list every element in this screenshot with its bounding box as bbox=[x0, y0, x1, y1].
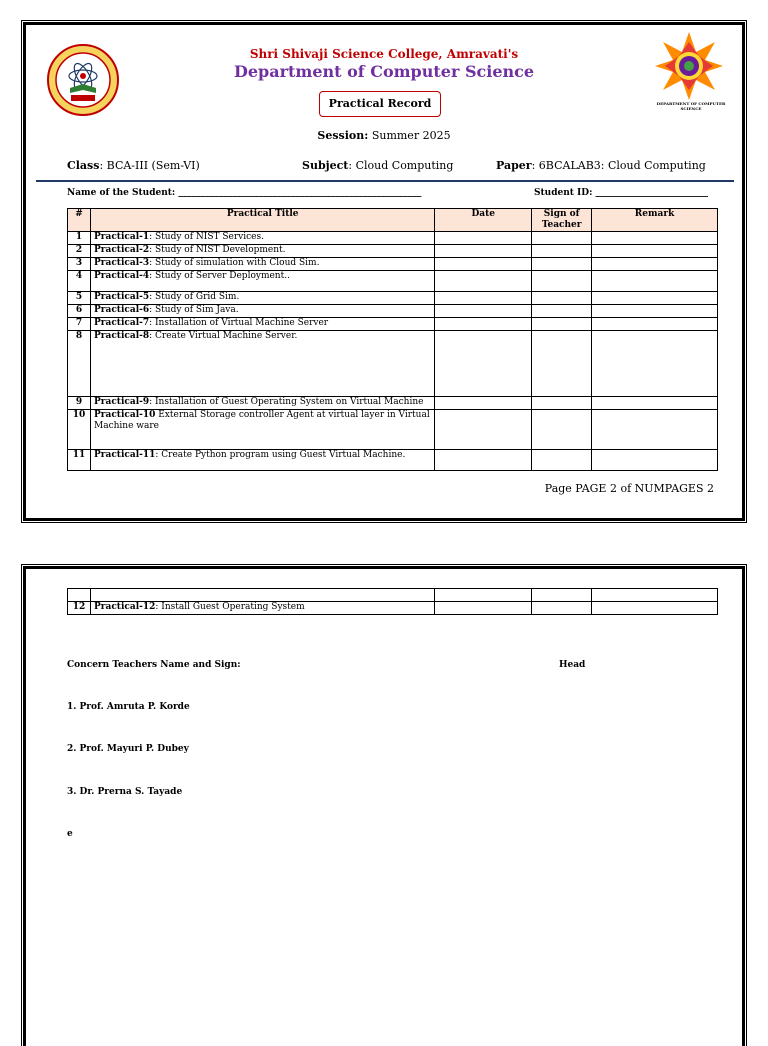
table-row: 4 Practical-4: Study of Server Deployment.. bbox=[68, 271, 718, 292]
table-row: 1 Practical-1: Study of NIST Services. bbox=[68, 232, 718, 245]
teacher-2: 2. Prof. Mayuri P. Dubey bbox=[67, 744, 189, 754]
trailing-text: e bbox=[67, 829, 73, 839]
document-page-1 bbox=[23, 22, 745, 521]
table-row: 2 Practical-2: Study of NIST Development. bbox=[68, 245, 718, 258]
college-name: Shri Shivaji Science College, Amravati's bbox=[249, 47, 519, 61]
paper-value: : 6BCALAB3: Cloud Computing bbox=[531, 159, 706, 172]
class-info bbox=[67, 159, 200, 172]
table-row: 7 Practical-7: Installation of Virtual Machine Server bbox=[68, 318, 718, 331]
col-header-sign: Sign of Teacher bbox=[532, 209, 592, 232]
class-value: : BCA-III (Sem-VI) bbox=[99, 159, 200, 172]
class-label: Class bbox=[67, 159, 100, 172]
document-page-2 bbox=[23, 566, 745, 1046]
teacher-1: 1. Prof. Amruta P. Korde bbox=[67, 702, 190, 712]
table-row: 3 Practical-3: Study of simulation with Cloud Sim. bbox=[68, 258, 718, 271]
practical-table-continued bbox=[67, 588, 718, 615]
student-id-field: Student ID: _________________________ bbox=[534, 188, 709, 198]
page-number: Page PAGE 2 of NUMPAGES 2 bbox=[544, 482, 714, 495]
subject-label: Subject bbox=[302, 159, 349, 172]
col-header-date: Date bbox=[435, 209, 532, 232]
teacher-3: 3. Dr. Prerna S. Tayade bbox=[67, 787, 183, 797]
paper-info bbox=[496, 159, 706, 172]
head-label: Head bbox=[559, 660, 586, 670]
department-logo-caption: DEPARTMENT OF COMPUTER SCIENCE bbox=[656, 101, 726, 111]
table-row: 8 Practical-8: Create Virtual Machine Server. bbox=[68, 331, 718, 397]
department-logo bbox=[644, 29, 734, 109]
session-label: Session: bbox=[317, 129, 369, 142]
col-header-title: Practical Title bbox=[90, 209, 434, 232]
col-header-number: # bbox=[68, 209, 91, 232]
concern-teachers-label: Concern Teachers Name and Sign: bbox=[67, 660, 241, 670]
table-row-empty bbox=[68, 589, 718, 602]
table-row: 6 Practical-6: Study of Sim Java. bbox=[68, 305, 718, 318]
practical-record-title: Practical Record bbox=[319, 91, 441, 117]
student-name-field: Name of the Student: ______________________________________________________ bbox=[67, 188, 422, 198]
session-value: Summer 2025 bbox=[371, 129, 451, 142]
table-row: 5 Practical-5: Study of Grid Sim. bbox=[68, 292, 718, 305]
table-row: 12 Practical-12: Install Guest Operating System bbox=[68, 602, 718, 615]
paper-label: Paper bbox=[496, 159, 532, 172]
table-header-row bbox=[68, 209, 718, 232]
session-line bbox=[26, 129, 742, 142]
table-row: 11 Practical-11: Create Python program using Guest Virtual Machine. bbox=[68, 450, 718, 471]
department-title: Department of Computer Science bbox=[233, 62, 535, 81]
col-header-remark: Remark bbox=[592, 209, 718, 232]
table-row: 10 Practical-10 External Storage controller Agent at virtual layer in Virtual Machine ware bbox=[68, 410, 718, 450]
header-divider bbox=[36, 180, 734, 182]
subject-info bbox=[302, 159, 453, 172]
practical-table bbox=[67, 208, 718, 471]
subject-value: : Cloud Computing bbox=[348, 159, 454, 172]
table-row: 9 Practical-9: Installation of Guest Operating System on Virtual Machine bbox=[68, 397, 718, 410]
